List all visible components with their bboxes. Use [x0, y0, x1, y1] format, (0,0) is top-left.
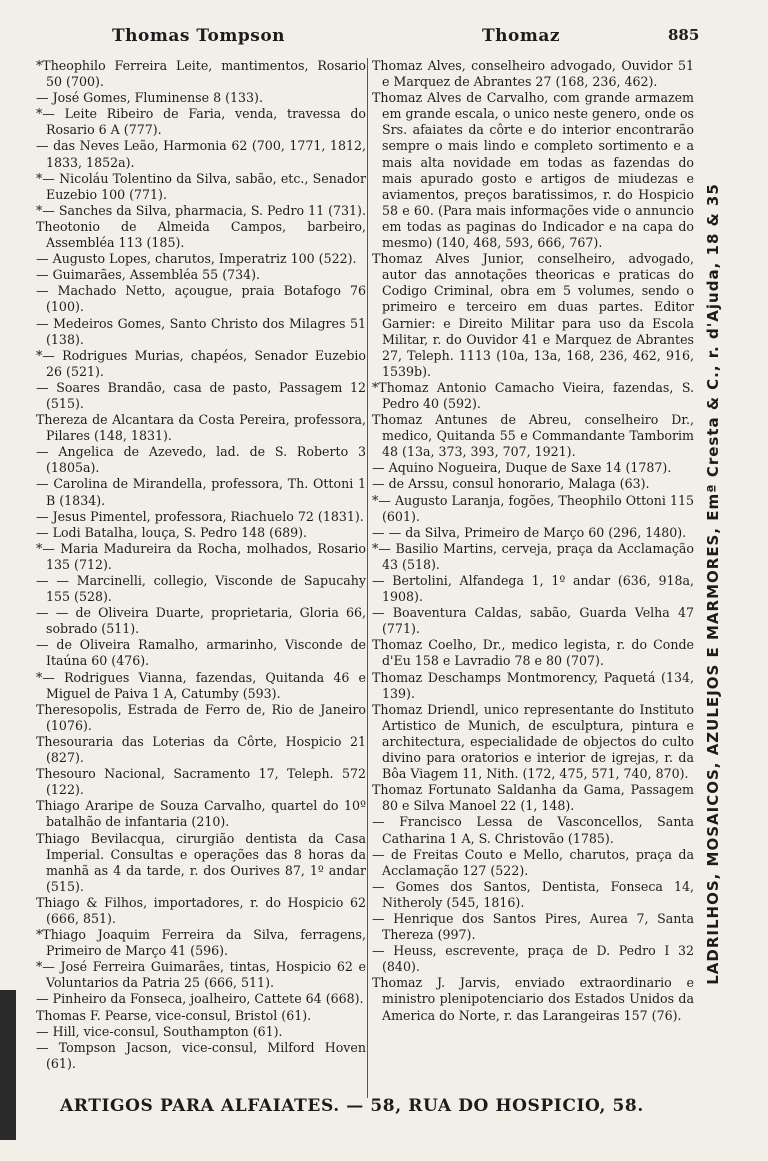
- entry: *Thiago Joaquim Ferreira da Silva, ferragens, Primeiro de Março 41 (596).: [36, 927, 366, 959]
- entry: *— Maria Madureira da Rocha, molhados, Rosario 135 (712).: [36, 540, 366, 572]
- entry: — — da Silva, Primeiro de Março 60 (296, 1480).: [372, 524, 687, 540]
- entry: Theotonio de Almeida Campos, barbeiro, Assembléa 113 (185).: [36, 218, 366, 251]
- entry: *Thomaz Antonio Camacho Vieira, fazendas, S. Pedro 40 (592).: [372, 379, 694, 411]
- entry: Thereza de Alcantara da Costa Pereira, professora, Pilares (148, 1831).: [36, 412, 366, 444]
- entry: Thesouro Nacional, Sacramento 17, Teleph. 572 (122).: [36, 766, 366, 798]
- entry: *— Sanches da Silva, pharmacia, S. Pedro 11 (731).: [36, 202, 366, 218]
- running-header-right: Thomaz: [482, 26, 561, 46]
- running-header-left: Thomas Tompson: [112, 26, 286, 46]
- entry: Thomaz Coelho, Dr., medico legista, r. do Conde d'Eu 158 e Lavradio 78 e 80 (707).: [372, 637, 694, 669]
- right-column: [372, 58, 694, 1088]
- entry: — de Arssu, consul honorario, Malaga (63).: [372, 476, 650, 492]
- entry: — José Gomes, Fluminense 8 (133).: [36, 90, 263, 106]
- page-number: 885: [668, 26, 700, 44]
- entry: — de Oliveira Ramalho, armarinho, Visconde de Itaúna 60 (476).: [36, 637, 366, 669]
- entry: — Henrique dos Santos Pires, Aurea 7, Santa Thereza (997).: [372, 910, 694, 943]
- entry: Thomaz Deschamps Montmorency, Paquetá (134, 139).: [372, 669, 694, 701]
- entry: — Guimarães, Assembléa 55 (734).: [36, 267, 261, 283]
- entry: Thomaz Driendl, unico representante do Instituto Artistico de Munich, de esculptura, pintura e architectura, especialidade de objectos do culto divino para oratorios e interior de igrejas, r. da Bôa Viagem 11, Nith. (172, 475, 571, 740, 870).: [372, 701, 694, 782]
- entry: — Bertolini, Alfandega 1, 1º andar (636, 918a, 1908).: [372, 573, 694, 605]
- entry: Thomaz Fortunato Saldanha da Gama, Passagem 80 e Silva Manoel 22 (1, 148).: [372, 782, 694, 814]
- entry: *— José Ferreira Guimarães, tintas, Hospicio 62 e Voluntarios da Patria 25 (666, 511).: [36, 959, 366, 991]
- entry: — — de Oliveira Duarte, proprietaria, Gloria 66, sobrado (511).: [36, 605, 366, 637]
- entry: — Boaventura Caldas, sabão, Guarda Velha 47 (771).: [372, 605, 694, 637]
- entry: Thomas F. Pearse, vice-consul, Bristol (61).: [36, 1007, 312, 1023]
- entry: Thiago & Filhos, importadores, r. do Hospicio 62 (666, 851).: [36, 894, 366, 926]
- entry: Theresopolis, Estrada de Ferro de, Rio de Janeiro (1076).: [36, 701, 366, 733]
- entry: *Theophilo Ferreira Leite, mantimentos, Rosario 50 (700).: [36, 58, 366, 90]
- entry: Thomaz Alves de Carvalho, com grande armazem em grande escala, o unico neste genero, onde os Srs. afaiates da côrte e do interior encontrarão sempre o mais lindo e completo sortimento e a mais alta novidade em todas as fazendas do mais apurado gosto e artigos de miudezas e aviamentos, preços baratissimos, r. do Hospicio 58 e 60. (Para mais informações vide o annuncio em todas as paginas do Indicador e na capa do mesmo) (140, 468, 593, 666, 767).: [372, 90, 694, 251]
- side-advertisement-text: LADRILHOS, MOSAICOS, AZULEJOS E MARMORES, Emª Cresta & C., r. d'Ajuda, 18 & 35: [704, 183, 722, 985]
- entry: — Aquino Nogueira, Duque de Saxe 14 (1787).: [372, 460, 672, 476]
- page-edge-shadow: [0, 990, 16, 1140]
- column-divider: [367, 58, 368, 1098]
- entry: — — Marcinelli, collegio, Visconde de Sapucahy 155 (528).: [36, 573, 366, 605]
- entry: — Soares Brandão, casa de pasto, Passagem 12 (515).: [36, 379, 366, 411]
- entry: — Tompson Jacson, vice-consul, Milford Hoven (61).: [36, 1039, 366, 1071]
- entry: — Hill, vice-consul, Southampton (61).: [36, 1023, 283, 1039]
- entry: Thomaz Alves, conselheiro advogado, Ouvidor 51 e Marquez de Abrantes 27 (168, 236, 462).: [372, 58, 694, 90]
- entry: *— Basilio Martins, cerveja, praça da Acclamação 43 (518).: [372, 540, 694, 572]
- entry: Thomaz Antunes de Abreu, conselheiro Dr., medico, Quitanda 55 e Commandante Tamborim 48 (13a, 373, 393, 707, 1921).: [372, 412, 694, 460]
- entry: — Medeiros Gomes, Santo Christo dos Milagres 51 (138).: [36, 315, 366, 347]
- entry: — Carolina de Mirandella, professora, Th. Ottoni 1 B (1834).: [36, 476, 366, 508]
- entry: Thomaz J. Jarvis, enviado extraordinario e ministro plenipotenciario dos Estados Unidos da America do Norte, r. das Larangeiras 157 (76).: [372, 975, 694, 1023]
- entry: — Angelica de Azevedo, lad. de S. Roberto 3 (1805a).: [36, 444, 366, 476]
- entry: *— Leite Ribeiro de Faria, venda, travessa do Rosario 6 A (777).: [36, 106, 366, 138]
- entry: Thesouraria das Loterias da Côrte, Hospicio 21 (827).: [36, 733, 366, 766]
- entry: — das Neves Leão, Harmonia 62 (700, 1771, 1812, 1833, 1852a).: [36, 138, 366, 170]
- entry: — de Freitas Couto e Mello, charutos, praça da Acclamação 127 (522).: [372, 846, 694, 878]
- side-advertisement: [694, 64, 732, 1104]
- entry: *— Nicoláu Tolentino da Silva, sabão, etc., Senador Euzebio 100 (771).: [36, 170, 366, 202]
- left-column: [36, 58, 366, 1088]
- entry: — Machado Netto, açougue, praia Botafogo 76 (100).: [36, 283, 366, 315]
- entry: Thiago Bevilacqua, cirurgião dentista da Casa Imperial. Consultas e operações das 8 horas da manhã as 4 da tarde, r. dos Ourives 87, 1º andar (515).: [36, 830, 366, 894]
- entry: *— Rodrigues Murias, chapéos, Senador Euzebio 26 (521).: [36, 347, 366, 379]
- entry: — Heuss, escrevente, praça de D. Pedro I 32 (840).: [372, 943, 694, 975]
- entry: — Lodi Batalha, louça, S. Pedro 148 (689).: [36, 524, 308, 540]
- entry: — Augusto Lopes, charutos, Imperatriz 100 (522).: [36, 251, 357, 267]
- entry: Thiago Araripe de Souza Carvalho, quartel do 10º batalhão de infantaria (210).: [36, 798, 366, 830]
- entry: — Pinheiro da Fonseca, joalheiro, Cattete 64 (668).: [36, 991, 364, 1007]
- entry: — Francisco Lessa de Vasconcellos, Santa Catharina 1 A, S. Christovão (1785).: [372, 814, 694, 846]
- entry: *— Rodrigues Vianna, fazendas, Quitanda 46 e Miguel de Paiva 1 A, Catumby (593).: [36, 669, 366, 701]
- footer-advertisement: ARTIGOS PARA ALFAIATES. — 58, RUA DO HOSPICIO, 58.: [60, 1096, 644, 1116]
- entry: *— Augusto Laranja, fogões, Theophilo Ottoni 115 (601).: [372, 492, 694, 524]
- entry: — Jesus Pimentel, professora, Riachuelo 72 (1831).: [36, 508, 364, 524]
- entry: Thomaz Alves Junior, conselheiro, advogado, autor das annotações theoricas e praticas do Codigo Criminal, obra em 5 volumes, sendo o primeiro e terceiro em duas partes. Editor Garnier: e Direito Militar para uso da Escola Militar, r. do Ouvidor 41 e Marquez de Abrantes 27, Teleph. 1113 (10a, 13a, 168, 236, 462, 916, 1539b).: [372, 251, 694, 379]
- entry: — Gomes dos Santos, Dentista, Fonseca 14, Nitheroly (545, 1816).: [372, 878, 694, 910]
